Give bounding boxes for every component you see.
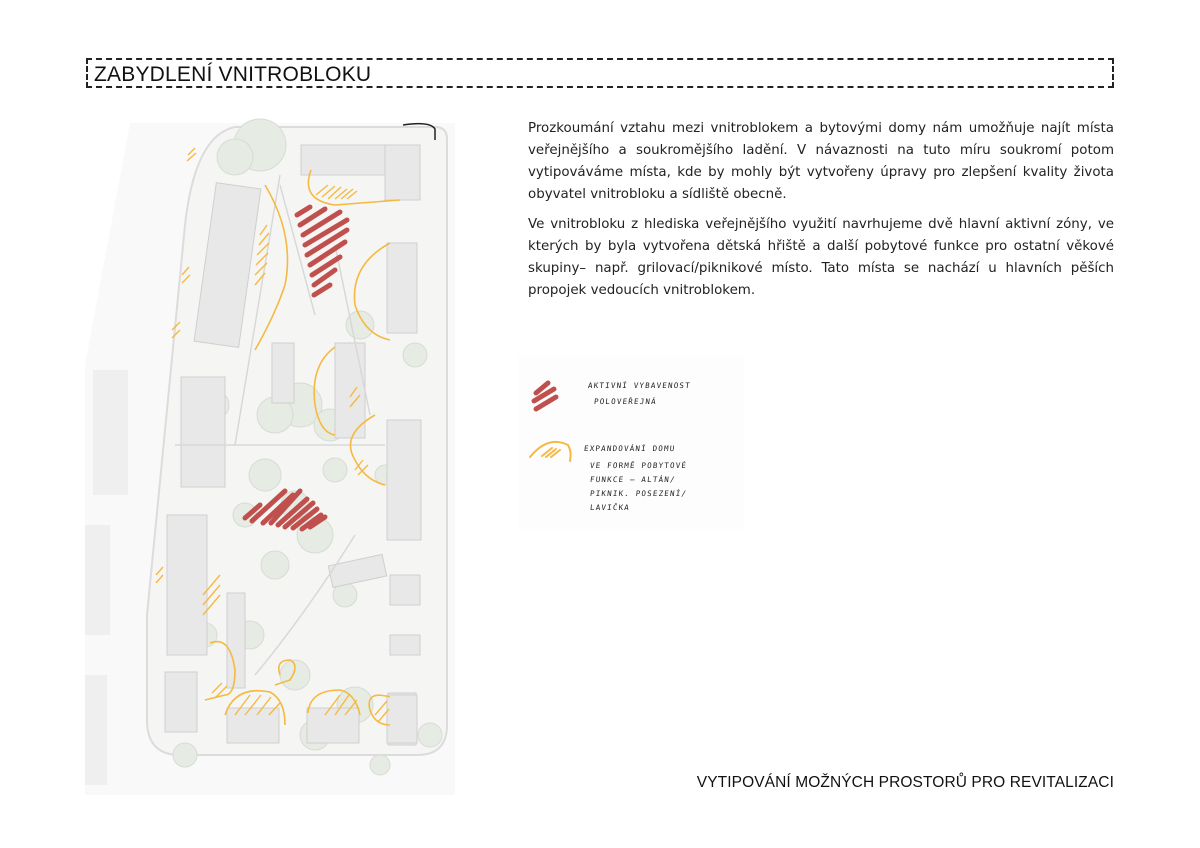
legend-item-2-line-5: LAVIČKA	[589, 503, 631, 512]
map-building-left-1	[93, 370, 128, 495]
legend-item-2-line-2: VE FORMĚ POBYTOVÉ	[589, 461, 688, 470]
legend-item-2-line-3: FUNKCE – ALTÁN/	[589, 475, 677, 484]
description-text	[528, 118, 1114, 310]
paragraph-1: Prozkoumání vztahu mezi vnitroblokem a bytovými domy nám umožňuje najít místa veřejnějšího a soukromějšího ladění. V návaznosti na tuto míru soukromí potom vytipováváme místa, kde by mohly být vytvořeny úpravy pro zlepšení kvality života obyvatel vnitrobloku a sídliště obecně.	[528, 121, 1114, 202]
legend-item-2-line-4: PIKNIK. POSEZENÍ/	[589, 489, 688, 498]
site-plan-map	[85, 115, 455, 795]
paragraph-2: Ve vnitrobloku z hlediska veřejnějšího využití navrhujeme dvě hlavní aktivní zóny, ve kterých by byla vytvořena dětská hřiště a další pobytové funkce pro ostatní věkové skupiny– např. grilovací/piknikové místo. Tato místa se nachází u hlavních pěších propojek vedoucích vnitroblokem.	[528, 217, 1114, 298]
footer-caption: VYTIPOVÁNÍ MOŽNÝCH PROSTORŮ PRO REVITALIZACI	[696, 774, 1114, 791]
legend-red-hatch-icon	[534, 383, 556, 409]
map-legend	[518, 357, 744, 529]
legend-item-2-line-1: EXPANDOVÁNÍ DOMU	[583, 444, 676, 453]
legend-item-1-line-2: POLOVEŘEJNÁ	[593, 397, 658, 406]
map-building-left-2	[85, 525, 110, 635]
page-title: ZABYDLENÍ VNITROBLOKU	[94, 63, 372, 86]
legend-orange-arc-icon	[530, 442, 571, 461]
legend-item-1-line-1: AKTIVNÍ VYBAVENOST	[587, 381, 692, 390]
map-building-left-3	[85, 675, 107, 785]
